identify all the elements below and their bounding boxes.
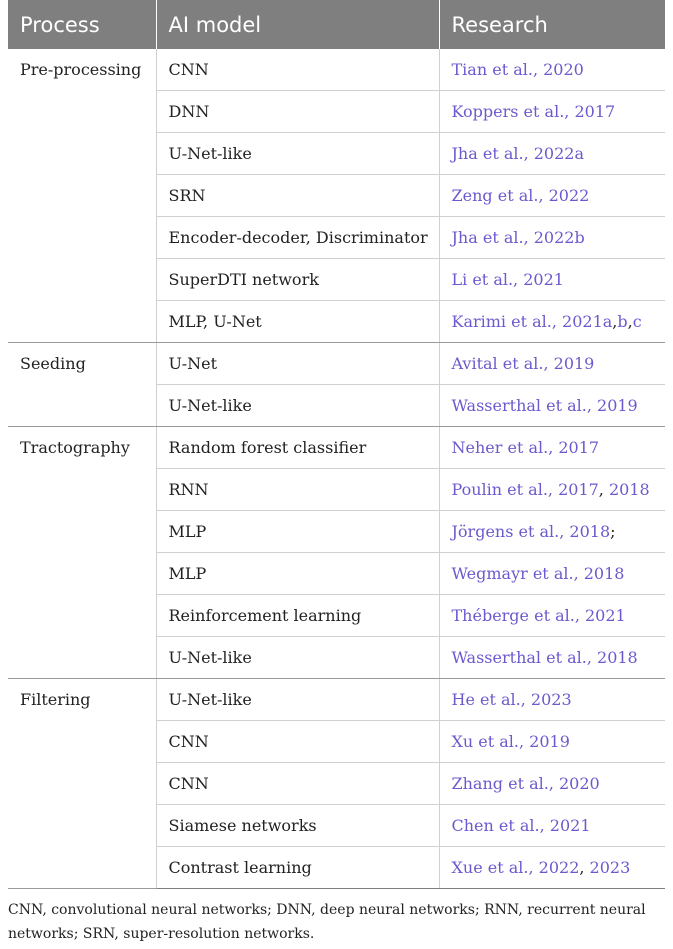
- research-cell: [439, 847, 665, 889]
- citation-link[interactable]: Neher et al., 2017: [451, 438, 600, 457]
- research-cell: [439, 637, 665, 679]
- model-cell: MLP: [156, 553, 439, 595]
- process-cell: Seeding: [8, 343, 156, 427]
- model-cell: U-Net-like: [156, 385, 439, 427]
- citation-link[interactable]: Jha et al., 2022a: [451, 144, 584, 163]
- citation-link[interactable]: Théberge et al., 2021: [451, 606, 626, 625]
- citation-link[interactable]: Chen et al., 2021: [451, 816, 591, 835]
- research-cell: [439, 427, 665, 469]
- research-cell: [439, 301, 665, 343]
- citation-link[interactable]: Zeng et al., 2022: [451, 186, 590, 205]
- research-cell: [439, 805, 665, 847]
- citation-link[interactable]: Avital et al., 2019: [451, 354, 595, 373]
- model-cell: Encoder-decoder, Discriminator: [156, 217, 439, 259]
- process-cell: Filtering: [8, 679, 156, 889]
- research-cell: [439, 595, 665, 637]
- model-cell: U-Net-like: [156, 679, 439, 721]
- model-cell: MLP: [156, 511, 439, 553]
- research-cell: [439, 49, 665, 91]
- header-process: Process: [8, 0, 156, 49]
- citation-link[interactable]: Karimi et al., 2021a: [451, 312, 613, 331]
- citation-link[interactable]: 2023: [589, 858, 631, 877]
- ref-separator: ,: [612, 312, 618, 331]
- research-cell: [439, 259, 665, 301]
- model-cell: U-Net-like: [156, 133, 439, 175]
- model-cell: Siamese networks: [156, 805, 439, 847]
- citation-link[interactable]: Koppers et al., 2017: [451, 102, 616, 121]
- model-cell: CNN: [156, 721, 439, 763]
- research-cell: [439, 217, 665, 259]
- research-cell: [439, 511, 665, 553]
- table-row: [8, 679, 665, 721]
- model-cell: Reinforcement learning: [156, 595, 439, 637]
- citation-link[interactable]: Li et al., 2021: [451, 270, 564, 289]
- model-cell: CNN: [156, 49, 439, 91]
- citation-link[interactable]: Wasserthal et al., 2019: [451, 396, 638, 415]
- citation-link[interactable]: Jha et al., 2022b: [451, 228, 585, 247]
- citation-link[interactable]: Xue et al., 2022: [451, 858, 580, 877]
- model-cell: SuperDTI network: [156, 259, 439, 301]
- table-row: [8, 343, 665, 385]
- model-cell: SRN: [156, 175, 439, 217]
- model-cell: RNN: [156, 469, 439, 511]
- research-cell: [439, 679, 665, 721]
- citation-link[interactable]: Wasserthal et al., 2018: [451, 648, 638, 667]
- model-cell: U-Net-like: [156, 637, 439, 679]
- research-cell: [439, 343, 665, 385]
- table-body: [8, 49, 665, 889]
- research-cell: [439, 385, 665, 427]
- citation-link[interactable]: Tian et al., 2020: [451, 60, 584, 79]
- research-cell: [439, 133, 665, 175]
- research-cell: [439, 469, 665, 511]
- process-cell: Pre-processing: [8, 49, 156, 343]
- research-cell: [439, 91, 665, 133]
- research-cell: [439, 721, 665, 763]
- citation-link[interactable]: Zhang et al., 2020: [451, 774, 600, 793]
- process-cell: Tractography: [8, 427, 156, 679]
- table-row: [8, 49, 665, 91]
- research-cell: [439, 175, 665, 217]
- citation-link[interactable]: Poulin et al., 2017: [451, 480, 599, 499]
- citation-link[interactable]: b: [617, 312, 628, 331]
- citation-link[interactable]: Jörgens et al., 2018: [451, 522, 611, 541]
- research-cell: [439, 763, 665, 805]
- model-cell: Contrast learning: [156, 847, 439, 889]
- ref-separator: ,: [579, 858, 590, 877]
- table-header: [8, 0, 665, 49]
- ref-separator: ,: [598, 480, 609, 499]
- citation-link[interactable]: Xu et al., 2019: [451, 732, 570, 751]
- model-cell: MLP, U-Net: [156, 301, 439, 343]
- research-cell: [439, 553, 665, 595]
- citation-link[interactable]: He et al., 2023: [451, 690, 572, 709]
- model-cell: CNN: [156, 763, 439, 805]
- model-cell: Random forest classifier: [156, 427, 439, 469]
- table-row: [8, 427, 665, 469]
- citation-link[interactable]: c: [632, 312, 642, 331]
- citation-link[interactable]: 2018: [608, 480, 650, 499]
- model-cell: U-Net: [156, 343, 439, 385]
- header-ai-model: AI model: [156, 0, 439, 49]
- ref-separator: ,: [627, 312, 633, 331]
- header-research: Research: [439, 0, 665, 49]
- citation-link[interactable]: Wegmayr et al., 2018: [451, 564, 625, 583]
- model-cell: DNN: [156, 91, 439, 133]
- table-footnote: CNN, convolutional neural networks; DNN, deep neural networks; RNN, recurrent neural networks; SRN, super-resolution networks.: [8, 902, 646, 942]
- ref-separator: ;: [610, 522, 616, 541]
- methods-table: [8, 0, 665, 889]
